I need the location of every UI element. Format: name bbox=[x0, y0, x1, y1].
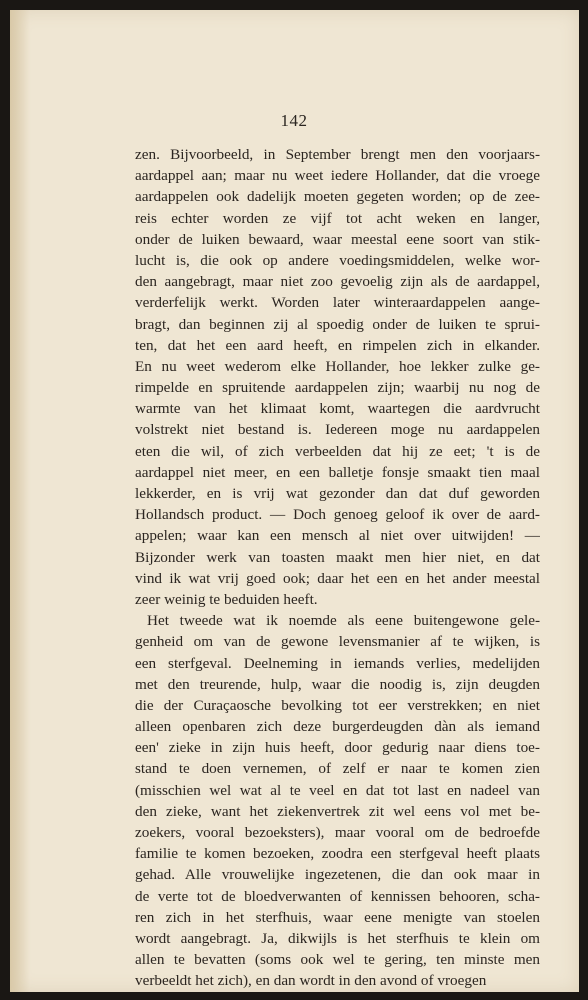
text-line: met den treurende, hulp, waar die noodig is, zijn deugden bbox=[135, 675, 540, 693]
text-line: onder de luiken bewaard, waar meestal eene soort van stik- bbox=[135, 230, 540, 248]
text-line: een' zieke in zijn huis heeft, door gedurig naar diens toe- bbox=[135, 739, 540, 757]
text-line: lucht is, die ook op andere voedingsmiddelen, welke wor- bbox=[135, 251, 540, 269]
text-line: den aangebragt, maar niet zoo gevoelig zijn als de aardappel, bbox=[135, 273, 540, 291]
text-line: aardappelen ook dadelijk moeten gegeten worden; op de zee- bbox=[135, 188, 540, 206]
body-text bbox=[135, 144, 540, 992]
text-line: bragt, dan beginnen zij al spoedig onder de luiken te sprui- bbox=[135, 315, 540, 333]
text-line: familie te komen bezoeken, zoodra een sterfgeval heeft plaats bbox=[135, 845, 540, 863]
text-line: reis echter worden ze vijf tot acht weken en langer, bbox=[135, 209, 540, 227]
text-line: zen. Bijvoorbeeld, in September brengt men den voorjaars- bbox=[135, 146, 540, 163]
text-line: Het tweede wat ik noemde als eene buitengewone gele- bbox=[147, 612, 540, 630]
page-number: 142 bbox=[280, 111, 308, 130]
text-line: wordt aangebragt. Ja, dikwijls is het sterfhuis te klein om bbox=[135, 929, 540, 947]
text-line: Hollandsch product. — Doch genoeg geloof ik over de aard- bbox=[135, 506, 540, 524]
text-line: genheid om van de gewone levensmanier af te wijken, is bbox=[135, 633, 540, 651]
text-line: aardappel niet meer, en een balletje fonsje smaakt tien maal bbox=[135, 463, 540, 481]
text-line: alleen openbaren zich deze burgerdeugden dàn als iemand bbox=[135, 718, 540, 736]
text-line: den zieke, want het ziekenvertrek zit wel eens vol met be- bbox=[135, 802, 540, 820]
text-line: warmte van het klimaat komt, waartegen die aardvrucht bbox=[135, 400, 540, 418]
text-line: ren zich in het sterfhuis, waar eene menigte van stoelen bbox=[135, 908, 540, 926]
text-line: vind ik wat vrij goed ook; daar het een en het ander meestal bbox=[135, 569, 540, 587]
text-line: allen te bevatten (soms ook wel te gering, ten minste men bbox=[135, 951, 540, 969]
text-line: appelen; waar kan een mensch al niet over uitwijden! — bbox=[135, 527, 540, 545]
text-line: (misschien wel wat al te veel en dat tot last en nadeel van bbox=[135, 781, 540, 799]
text-line: die der Curaçaosche bevolking tot eer verstrekken; en niet bbox=[135, 696, 540, 714]
page-gutter bbox=[10, 10, 30, 992]
text-line: lekkerder, en is vrij wat gezonder dan dat duf geworden bbox=[135, 485, 540, 502]
text-line: een sterfgeval. Deelneming in iemands verlies, medelijden bbox=[135, 654, 540, 672]
text-line: de verte tot de bloedverwanten of kennissen behooren, scha- bbox=[135, 887, 540, 905]
text-line: En nu weet wederom elke Hollander, hoe lekker zulke ge- bbox=[135, 357, 540, 375]
text-line: stand te doen vernemen, of zelf er naar te komen zien bbox=[135, 760, 540, 778]
text-line: aardappel aan; maar nu weet iedere Hollander, dat die vroege bbox=[135, 167, 540, 185]
text-line: rimpelde en spruitende aardappelen zijn; waarbij nu nog de bbox=[135, 379, 540, 397]
text-line: volstrekt niet bestand is. Iedereen moge nu aardappelen bbox=[135, 421, 540, 439]
text-line: gehad. Alle vrouwelijke ingezetenen, die dan ook maar in bbox=[135, 866, 540, 884]
text-line: zeer weinig te beduiden heeft. bbox=[135, 590, 318, 608]
text-line: verbeeldt het zich), en dan wordt in den avond of vroegen bbox=[135, 972, 487, 990]
text-line: verderfelijk werkt. Worden later winteraardappelen aange- bbox=[135, 294, 540, 312]
text-line: Bijzonder werk van toasten maakt men hier niet, en dat bbox=[135, 548, 540, 566]
text-line: zoekers, vooral bezoeksters), maar vooral om de bedroefde bbox=[135, 824, 540, 841]
text-line: eten die wil, of zich verbeelden dat hij ze eet; 't is de bbox=[135, 442, 540, 460]
text-line: ten, dat het een aard heeft, en rimpelen zich in elkander. bbox=[135, 336, 540, 354]
